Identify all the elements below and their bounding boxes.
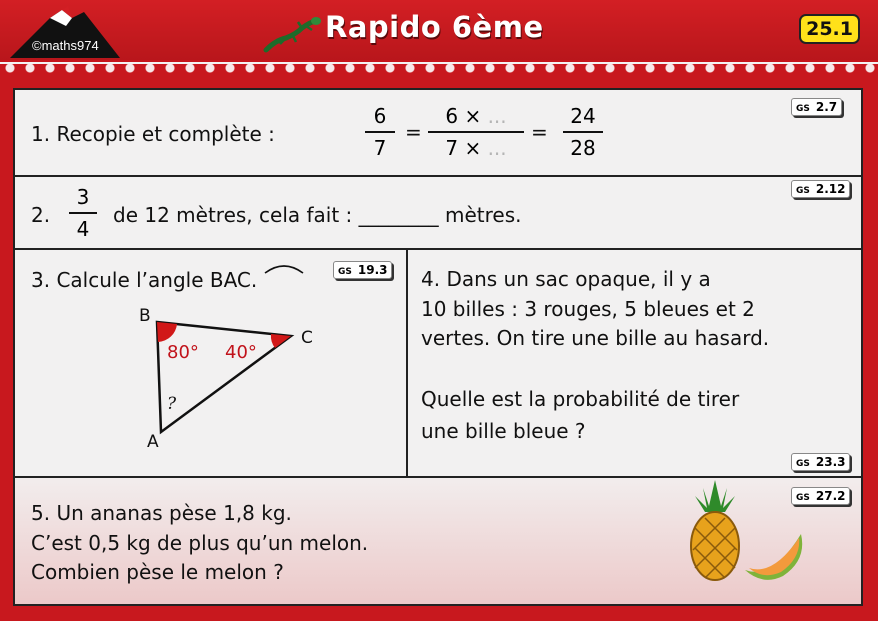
- fraction-q2-numerator: 3: [76, 185, 90, 209]
- fraction-3-denominator: 28: [570, 136, 596, 160]
- header-bar: [0, 0, 878, 62]
- gs-badge-q3: GS 19.3: [333, 261, 392, 279]
- gs-badge-q5: GS 27.2: [791, 487, 850, 505]
- logo-text: ©maths974: [32, 38, 99, 53]
- question-1-label: 1. Recopie et complète :: [31, 122, 275, 146]
- vertex-c-label: C: [301, 328, 313, 348]
- exercise-board: [13, 88, 863, 606]
- gs-badge-q4: GS 23.3: [791, 453, 850, 471]
- question-4-line-2: 10 billes : 3 rouges, 5 bleues et 2: [421, 297, 755, 321]
- fraction-2-denominator: 7 ×: [445, 136, 482, 160]
- question-3-4-row: [15, 250, 861, 478]
- unknown-angle-mark: ?: [167, 394, 177, 414]
- page-title: Rapido 6ème: [325, 10, 544, 44]
- question-5-row: [15, 478, 861, 604]
- fraction-q2: [69, 185, 97, 241]
- question-2-row: [15, 177, 861, 250]
- question-2-text: de 12 mètres, cela fait : ________ mètres.: [113, 203, 522, 227]
- angle-c-value: 40°: [225, 342, 257, 363]
- question-4-line-1: 4. Dans un sac opaque, il y a: [421, 267, 711, 291]
- fraction-2-numerator: 6 ×: [445, 104, 482, 128]
- vertex-b-label: B: [139, 306, 151, 326]
- gs-badge-q1: GS 2.7: [791, 98, 842, 116]
- fraction-2-numerator-blank: ...: [487, 104, 507, 128]
- equals-sign-1: =: [405, 120, 422, 144]
- equals-sign-2: =: [531, 120, 548, 144]
- version-badge: 25.1: [799, 14, 860, 44]
- angle-hat-icon: [263, 262, 305, 274]
- question-4-line-3: vertes. On tire une bille au hasard.: [421, 326, 770, 350]
- question-3-label: 3. Calcule l’angle BAC.: [31, 268, 258, 292]
- question-4-line-5: une bille bleue ?: [421, 419, 586, 443]
- question-5-line-1: 5. Un ananas pèse 1,8 kg.: [31, 501, 292, 525]
- fraction-1: [365, 104, 395, 160]
- question-1-row: [15, 90, 861, 177]
- fraction-1-numerator: 6: [373, 104, 387, 128]
- triangle-diagram: [133, 308, 313, 448]
- question-5-line-3: Combien pèse le melon ?: [31, 560, 284, 584]
- question-2-label: 2.: [31, 203, 51, 227]
- fraction-3: [563, 104, 603, 160]
- question-5-line-2: C’est 0,5 kg de plus qu’un melon.: [31, 531, 369, 555]
- angle-b-value: 80°: [167, 342, 199, 363]
- gs-badge-q2: GS 2.12: [791, 180, 850, 198]
- melon-slice-icon: [743, 530, 807, 582]
- fraction-1-denominator: 7: [373, 136, 387, 160]
- fraction-3-numerator: 24: [570, 104, 596, 128]
- question-4-line-4: Quelle est la probabilité de tirer: [421, 387, 740, 411]
- fraction-2-denominator-blank: ...: [487, 136, 507, 160]
- header-divider: [0, 62, 878, 64]
- vertex-a-label: A: [147, 432, 159, 452]
- gecko-icon: [262, 14, 322, 54]
- column-divider: [406, 250, 408, 476]
- fraction-2: [428, 104, 524, 160]
- fraction-q2-denominator: 4: [76, 217, 90, 241]
- pineapple-icon: [685, 478, 745, 582]
